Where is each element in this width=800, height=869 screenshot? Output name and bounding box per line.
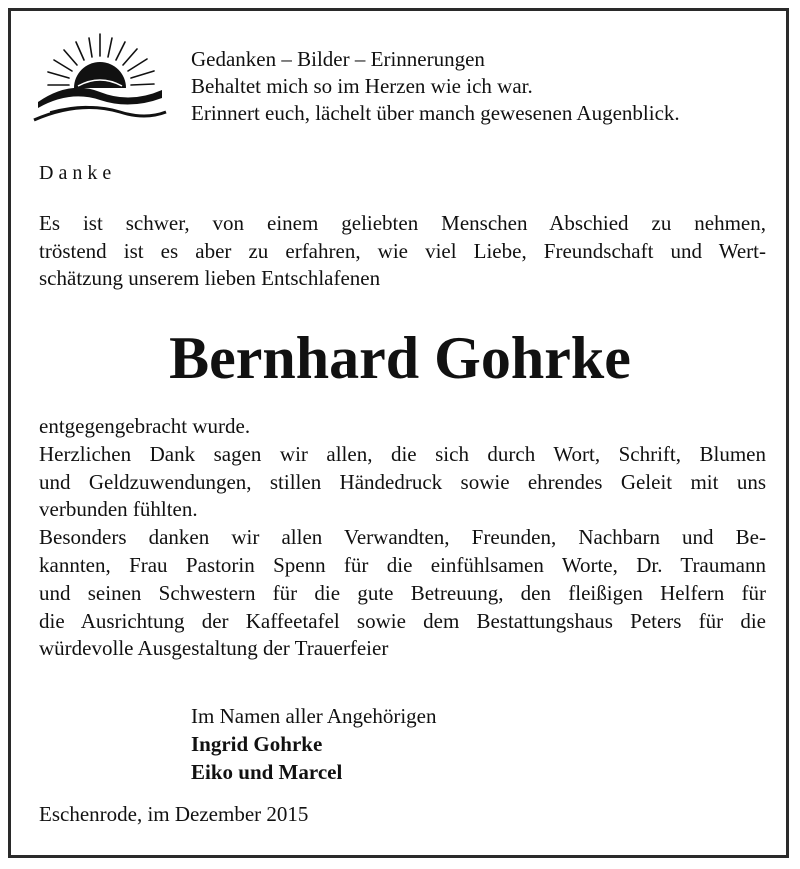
text-line: kannten, Frau Pastorin Spenn für die einfühlsamen Worte, Dr. Traumann	[39, 552, 766, 577]
heading-thanks: Danke	[39, 162, 117, 184]
signature-block	[191, 702, 437, 786]
signature-intro: Im Namen aller Angehörigen	[191, 704, 437, 728]
text-line: Besonders danken wir allen Verwandten, Freunden, Nachbarn und Be-	[39, 525, 766, 550]
poem-line: Erinnert euch, lächelt über manch gewesenen Augenblick.	[191, 101, 680, 125]
text-line: Es ist schwer, von einem geliebten Menschen Abschied zu nehmen,	[39, 211, 766, 235]
signature-name: Eiko und Marcel	[191, 760, 343, 784]
signature-name: Ingrid Gohrke	[191, 732, 323, 756]
text-line: die Ausrichtung der Kaffeetafel sowie dem Bestattungshaus Peters für die	[39, 608, 766, 633]
text-line: tröstend ist es aber zu erfahren, wie viel Liebe, Freundschaft und Wert-	[39, 238, 766, 263]
deceased-name: Bernhard Gohrke	[169, 325, 631, 391]
text-line: schätzung unserem lieben Entschlafenen	[39, 266, 381, 290]
text-line: und seinen Schwestern für die gute Betreuung, den fleißigen Helfern für	[39, 580, 766, 605]
text-line: und Geldzuwendungen, stillen Händedruck sowie ehrendes Geleit mit uns	[39, 469, 766, 494]
memorial-poem	[191, 46, 680, 127]
text-line: verbunden fühlten.	[39, 497, 198, 522]
poem-line: Behaltet mich so im Herzen wie ich war.	[191, 74, 533, 98]
text-line: würdevolle Ausgestaltung der Trauerfeier	[39, 636, 389, 661]
place-date: Eschenrode, im Dezember 2015	[39, 802, 309, 826]
intro-paragraph	[39, 210, 766, 293]
text-line: entgegengebracht wurde.	[39, 414, 251, 438]
text-line: Herzlichen Dank sagen wir allen, die sich durch Wort, Schrift, Blumen	[39, 441, 766, 466]
thanks-paragraph	[39, 413, 766, 663]
sunset-landscape-icon	[30, 28, 170, 128]
poem-line: Gedanken – Bilder – Erinnerungen	[191, 47, 485, 71]
